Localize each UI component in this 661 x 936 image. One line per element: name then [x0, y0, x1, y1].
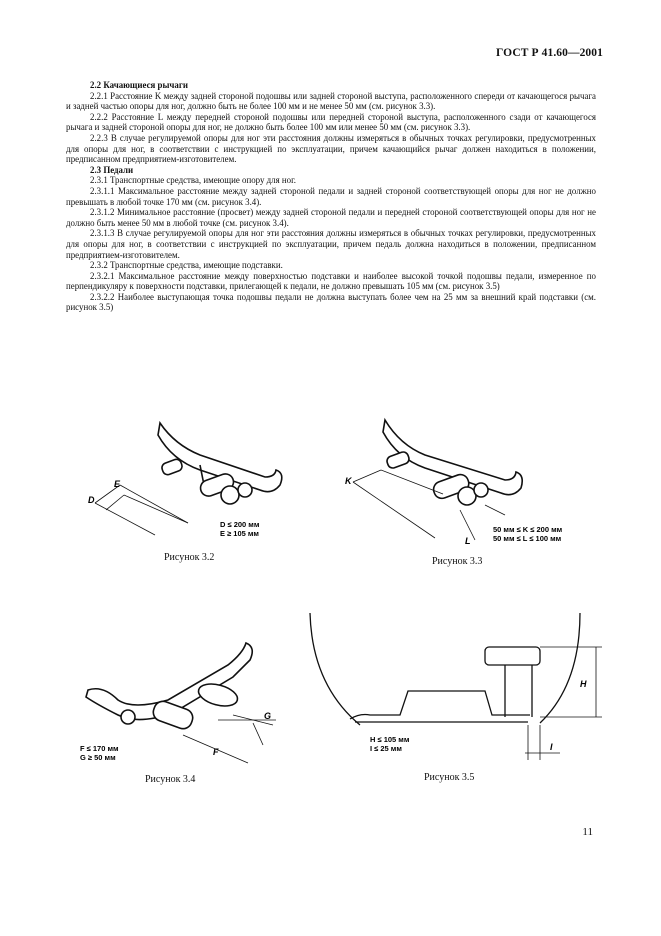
- paragraph: 2.2.1 Расстояние K между задней стороной подошвы или задней стороной выступа, расположенного спереди от качающегося рычага и задней частью опоры для ног, должно быть не более 100 мм и не менее 50 мм (см. рисунок 3.3).: [66, 90, 596, 112]
- condition-i: I ≤ 25 мм: [370, 744, 402, 753]
- condition-l: 50 мм ≤ L ≤ 100 мм: [493, 534, 562, 543]
- label-l: L: [465, 536, 471, 546]
- label-h: H: [580, 679, 587, 689]
- label-e: E: [114, 479, 121, 489]
- figure-3-5-caption: Рисунок 3.5: [424, 772, 475, 783]
- paragraph: 2.3.1.3 В случае регулируемой опоры для ног эти расстояния должны измеряться в обычных точках регулировки, предусмотренных для опоры для ног, в соответствии с инструкцией по эксплуатации, причем педаль должна находиться в положении, предписанном предприятием-изготовителем.: [66, 228, 596, 260]
- label-f: F: [213, 747, 219, 757]
- label-k: K: [345, 476, 352, 486]
- paragraph: 2.3.2.2 Наиболее выступающая точка подошвы педали не должна выступать более чем на 25 мм за внешний край подставки (см. рисунок 3.5): [66, 291, 596, 313]
- document-header: ГОСТ Р 41.60—2001: [496, 47, 603, 59]
- body-text: [66, 80, 596, 313]
- figure-3-5-drawing: [300, 605, 610, 775]
- figure-3-3-caption: Рисунок 3.3: [432, 556, 483, 567]
- figure-3-4-caption: Рисунок 3.4: [145, 774, 196, 785]
- paragraph: 2.3.1.2 Минимальное расстояние (просвет) между задней стороной педали и передней стороной соответствующей опоры для ног не должно быть менее 50 мм в любой точке (см. рисунок 3.4).: [66, 207, 596, 228]
- condition-f: F ≤ 170 мм: [80, 744, 119, 753]
- section-heading: 2.3 Педали: [90, 164, 134, 175]
- condition-d: D ≤ 200 мм: [220, 520, 260, 529]
- paragraph: 2.3.1.1 Максимальное расстояние между задней стороной педали и задней стороной соответствующей опоры для ног не должно превышать в любой точке 170 мм (см. рисунок 3.4).: [66, 185, 596, 207]
- condition-k: 50 мм ≤ K ≤ 200 мм: [493, 525, 563, 534]
- section-heading: 2.2 Качающиеся рычаги: [90, 80, 189, 90]
- condition-h: H ≤ 105 мм: [370, 735, 410, 744]
- figure-3-2-caption: Рисунок 3.2: [164, 552, 215, 563]
- paragraph: 2.2.2 Расстояние L между передней стороной подошвы или передней стороной выступа, расположенного сзади от качающегося рычага и задней стороной опоры для ног, не должно быть более 100 мм или менее 50 мм (см. рисунок 3.3).: [66, 111, 596, 133]
- page-number: 11: [582, 826, 593, 838]
- paragraph: 2.3.2.1 Максимальное расстояние между поверхностью подставки и наиболее высокой точкой подошвы педали, измеренное по перпендикуляру к поверхности подставки, прилегающей к педали, не должно превышать 105 мм (см. рисунок 3.5): [66, 270, 596, 292]
- label-g: G: [264, 711, 272, 721]
- paragraph: 2.3.2 Транспортные средства, имеющие подставки.: [90, 260, 283, 271]
- paragraph: 2.2.3 В случае регулируемой опоры для ног эти расстояния должны измеряться в обычных точках регулировки, предусмотренных для опоры для ног, в соответствии с инструкцией по эксплуатации, причем качающийся рычаг должен находиться в положении, предписанном предприятием-изготовителем.: [66, 132, 596, 165]
- label-i: I: [550, 742, 553, 752]
- label-d: D: [88, 495, 95, 505]
- condition-g: G ≥ 50 мм: [80, 753, 116, 762]
- condition-e: E ≥ 105 мм: [220, 529, 259, 538]
- figure-3-4-drawing: [78, 635, 298, 765]
- figure-3-2-drawing: [80, 415, 290, 545]
- figure-3-3-drawing: [335, 410, 580, 550]
- paragraph: 2.3.1 Транспортные средства, имеющие опору для ног.: [90, 175, 296, 186]
